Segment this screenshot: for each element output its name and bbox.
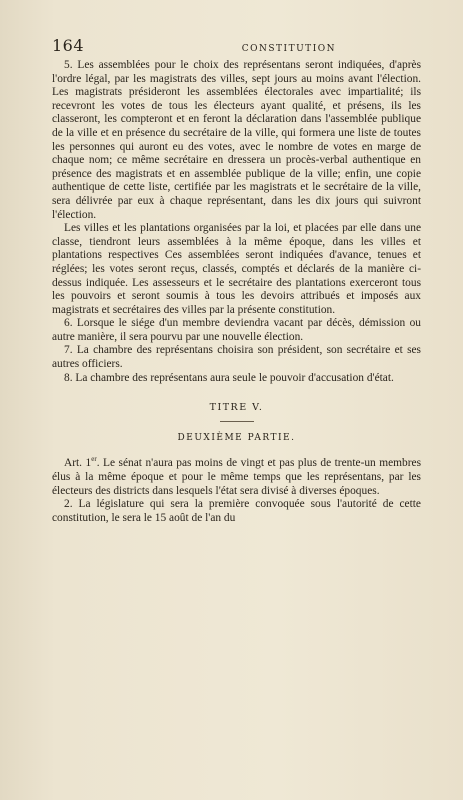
titre-heading: TITRE V. [209,402,264,414]
heading-divider [220,421,254,422]
article-6-paragraph: 6. Lorsque le siége d'un membre deviendra vacant par décès, démission ou autre manière, il sera pourvu par une nouvelle élection. [52,317,421,343]
page-header [52,36,421,55]
article-8-paragraph: 8. La chambre des représentans aura seule le pouvoir d'accusation d'état. [64,371,394,384]
article-1-prefix: Art. 1 [64,457,92,470]
article-2-paragraph: 2. La législature qui sera la première convoquée sous l'autorité de cette constitution, le sera le 15 août de l'an du [52,498,421,524]
villes-plantations-paragraph: Les villes et les plantations organisées par la loi, et placées par elle dans une classe, tiendront leurs assemblées à la même époque, dans les villes et plantations respectives Ces assemblées seront indiquées d'avance, tenues et réglées; les votes seront reçus, classés, comptés et déclarés de la manière ci-dessus indiquée. Les assesseurs et le secrétaire des plantations exerceront tous les pouvoirs et seront soumis à tous les devoirs attribués et imposés aux magistrats et secrétaires des villes par la présente constitution. [52,222,421,316]
article-1-text: . Le sénat n'aura pas moins de vingt et pas plus de trente-un membres élus à la même époque et pour le même temps que les représentans, par les électeurs des districts dans lesquels l'état sera divisé à diverses époques. [52,457,422,497]
spacer [52,445,421,457]
article-1-superscript: er [91,455,97,464]
page-body [52,59,421,525]
running-head: CONSTITUTION [241,44,336,54]
partie-heading: DEUXIÈME PARTIE. [177,432,296,443]
article-7-paragraph: 7. La chambre des représentans choisira son président, son secrétaire et ses autres officiers. [52,344,421,371]
article-1-paragraph [52,457,421,498]
page-number: 164 [52,36,85,55]
article-5-paragraph: 5. Les assemblées pour le choix des représentans seront indiquées, d'après l'ordre légal, par les magistrats des villes, sept jours au moins avant l'élection. Les magistrats présideront les assemblées électorales avec impartialité; ils recevront les votes de tous les électeurs ayant qualité, et présens, ils les classeront, les compteront et en feront la déclaration dans l'assemblée publique de la ville et en présence du secrétaire de la ville, qui formera une liste de toutes les personnes qui auront eu des votes, avec le nombre de votes en marge de chaque nom; ce même secrétaire en dressera un procès-verbal authentique en présence des magistrats et en assemblée publique de la ville; enfin, une copie authentique de cette liste, certifiée par les magistrats et le secrétaire de la ville, sera délivrée par eux à chaque représentant, dans les dix jours qui suivront l'élection. [52,59,421,221]
